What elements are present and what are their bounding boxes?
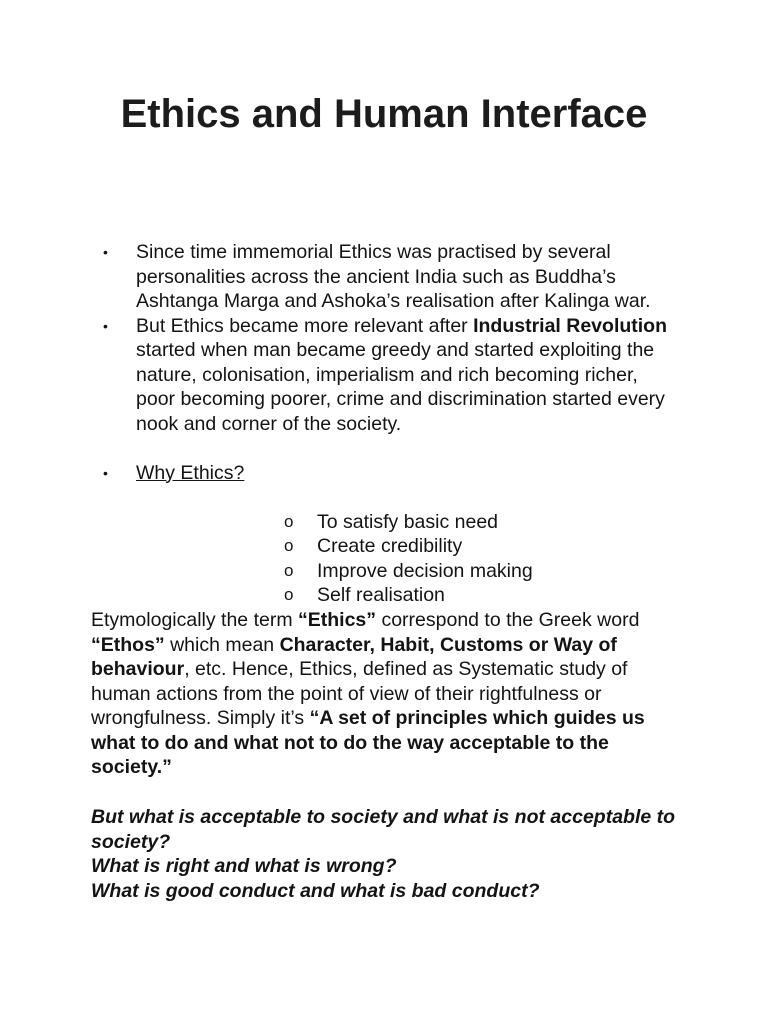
- sub-item-text: Self realisation: [317, 584, 445, 606]
- para-text: which mean: [164, 633, 280, 656]
- sub-item: [136, 510, 768, 535]
- para-bold-text: “Ethos”: [91, 633, 165, 656]
- etymology-paragraph: [91, 608, 681, 780]
- bullet-text: started when man became greedy and started exploiting the nature, colonisation, imperialism and rich becoming richer, poor becoming poorer, crime and discrimination started every nook and corner of the society.: [136, 339, 665, 435]
- question-2: What is right and what is wrong?: [91, 855, 397, 877]
- sub-item: [136, 534, 768, 559]
- para-text: correspond to the Greek word: [376, 609, 640, 631]
- sub-marker: o: [284, 511, 294, 531]
- bullet-item-history: [0, 240, 668, 314]
- para-bold-text: “A set of principles which guides us what to do and what not to do the way acceptable to the society.”: [91, 707, 645, 778]
- sub-item: [136, 583, 768, 608]
- bullet-text: But Ethics became more relevant after: [136, 314, 474, 337]
- sub-item-text: Improve decision making: [317, 559, 533, 582]
- sub-item-text: To satisfy basic need: [317, 510, 499, 533]
- bullet-marker: •: [103, 244, 108, 260]
- sub-item-text: Create credibility: [317, 535, 463, 557]
- question-1: But what is acceptable to society and what is not acceptable to society?: [91, 806, 676, 853]
- para-text: , etc. Hence, Ethics, defined as Systematic study of human actions from the point of view of their rightfulness or wrongfulness. Simply it’s: [91, 658, 628, 729]
- sub-marker: o: [284, 560, 294, 580]
- para-bold-text: Character, Habit, Customs or Way of behaviour: [91, 633, 617, 680]
- sub-item: [136, 559, 768, 584]
- sub-marker: o: [284, 585, 294, 604]
- bullet-marker: •: [103, 464, 108, 481]
- para-bold-text: “Ethics”: [298, 609, 377, 631]
- bullet-bold-text: Industrial Revolution: [473, 314, 668, 337]
- bullet-text: Since time immemorial Ethics was practised by several personalities across the ancient India such as Buddha’s Ashtanga Marga and Ashoka’s realisation after Kalinga war.: [136, 241, 651, 312]
- bullet-item-industrial-revolution: [0, 314, 668, 437]
- question-3: What is good conduct and what is bad conduct?: [91, 879, 540, 902]
- bullet-item-why-ethics: [0, 461, 668, 608]
- list-spacer: [0, 436, 668, 461]
- main-bullet-list: [0, 240, 768, 608]
- sub-marker: o: [284, 536, 294, 555]
- para-text: Etymologically the term: [91, 609, 298, 631]
- bullet-marker: •: [103, 317, 108, 334]
- questions-block: [91, 805, 691, 903]
- why-ethics-heading: Why Ethics?: [136, 461, 245, 484]
- why-ethics-sublist: [136, 510, 668, 608]
- document-title: Ethics and Human Interface: [120, 92, 648, 136]
